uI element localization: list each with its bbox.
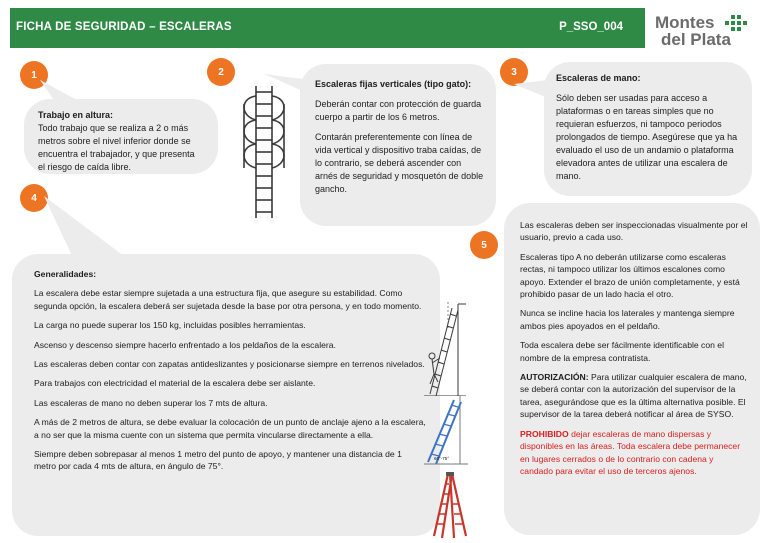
- bubble-tail-3: [514, 80, 548, 100]
- red-a-frame-ladder-image: [430, 472, 470, 538]
- generalidades-item: La escalera debe estar siempre sujetada a una estructura fija, que asegure su estabilidad. Como segunda opción, la escalera deberá ser sujetada desde la base por otra persona, y en todo momento.: [34, 288, 422, 311]
- logo-dots-icon: [721, 15, 747, 35]
- section-5-paragraph-2: Escaleras tipo A no deberán utilizarse como escaleras rectas, ni tampoco utilizar los últimos escalones como apoyo. Extender el brazo de unión completamente, y está prohibido pasar de un lado hacia el otro.: [520, 251, 740, 300]
- fixed-cage-ladder-image: [236, 86, 292, 218]
- bubble-trabajo-altura: [24, 99, 218, 174]
- section-5-paragraph-4: Toda escalera debe ser fácilmente identificable con el nombre de la empresa contratista.: [520, 340, 724, 363]
- section-badge-3: 3: [500, 58, 528, 86]
- section-3-heading: Escaleras de mano:: [556, 73, 641, 83]
- section-badge-2: 2: [207, 58, 235, 86]
- prohibido-text: dejar escaleras de mano dispersas y disponibles en las áreas. Toda escalera debe permanecer en lugares cerrados o de lo contrario con cadena y candado para evitar el uso de terceros ajenos.: [520, 428, 741, 476]
- generalidades-item: Para trabajos con electricidad el material de la escalera debe ser aislante.: [34, 378, 316, 389]
- logo-line-2: del Plata: [661, 30, 731, 49]
- bubble-escaleras-fijas: [300, 64, 496, 226]
- generalidades-item: Las escaleras de mano no deben superar los 7 mts de altura.: [34, 397, 268, 408]
- document-code: P_SSO_004: [559, 21, 623, 33]
- company-logo: [655, 12, 760, 52]
- section-5-paragraph-1: Las escaleras deben ser inspeccionadas visualmente por el usuario, previo a cada uso.: [520, 220, 748, 243]
- section-3-text: Sólo deben ser usadas para acceso a plataformas o en tareas simples que no requieran esfuerzos, ni tampoco periodos prolongados de tiempo. Asegúrese que ya ha evaluado el uso de un andamio o plataforma elevadora antes de utilizar una escalera de mano.: [556, 93, 738, 181]
- angle-label: 60°-75°: [434, 456, 450, 461]
- generalidades-item: A más de 2 metros de altura, se debe evaluar la colocación de un punto de anclaje ajeno a la escalera, a no ser que la misma cuente con un sistema que permita vincularse directamente a ella.: [34, 417, 426, 440]
- section-1-heading: Trabajo en altura:: [38, 110, 114, 120]
- section-1-text: Todo trabajo que se realiza a 2 o más metros sobre el nivel inferior donde se encuentra el trabajador, y que presenta el riesgo de caída libre.: [38, 123, 195, 172]
- section-badge-1: 1: [20, 61, 48, 89]
- prohibido-paragraph: [520, 428, 748, 478]
- generalidades-item: La carga no puede superar los 150 kg, incluidas posibles herramientas.: [34, 320, 306, 331]
- bubble-inspeccion: [504, 203, 760, 535]
- prohibido-label: PROHIBIDO: [520, 428, 569, 439]
- section-2-heading: Escaleras fijas verticales (tipo gato):: [315, 79, 472, 89]
- header-bar: [10, 8, 645, 48]
- bubble-generalidades: [12, 254, 440, 536]
- section-4-heading: Generalidades:: [34, 269, 97, 279]
- section-2-paragraph-2: Contarán preferentemente con línea de vida vertical y dispositivo traba caídas, de lo contrario, se deberá ascender con arnés de seguridad y mosquetón de doble gancho.: [315, 132, 484, 194]
- section-2-paragraph-1: Deberán contar con protección de guarda cuerpo a partir de los 6 metros.: [315, 99, 482, 122]
- document-title: FICHA DE SEGURIDAD – ESCALERAS: [16, 21, 232, 33]
- bubble-tail-4: [44, 196, 124, 260]
- blue-extension-ladder-image: [424, 396, 468, 466]
- generalidades-item: Ascenso y descenso siempre hacerlo enfrentado a los peldaños de la escalera.: [34, 339, 336, 350]
- section-badge-5: 5: [470, 231, 498, 259]
- autorizacion-paragraph: [520, 371, 748, 421]
- autorizacion-text: Para utilizar cualquier escalera de mano, se deberá contar con la autorización del supervisor de la tarea, asegurándose que es la última alternativa posible. El supervisor de la tarea deberá notificar al área de SYSO.: [520, 372, 747, 420]
- generalidades-item: Las escaleras deben contar con zapatas antideslizantes y posicionarse siempre en terrenos nivelados.: [34, 359, 425, 370]
- section-5-paragraph-3: Nunca se incline hacia los laterales y mantenga siempre ambos pies apoyados en el peldaño.: [520, 308, 735, 331]
- section-badge-4: 4: [20, 184, 48, 212]
- worker-ladder-image: [418, 300, 466, 396]
- logo-line-1: Montes: [655, 13, 715, 32]
- generalidades-item: Siempre deben sobrepasar al menos 1 metro del punto de apoyo, y mantener una distancia de 1 metro por cada 4 mts de altura, en ángulo de 75°.: [34, 449, 402, 472]
- bubble-escaleras-mano: [544, 62, 752, 196]
- autorizacion-label: AUTORIZACIÓN:: [520, 372, 589, 383]
